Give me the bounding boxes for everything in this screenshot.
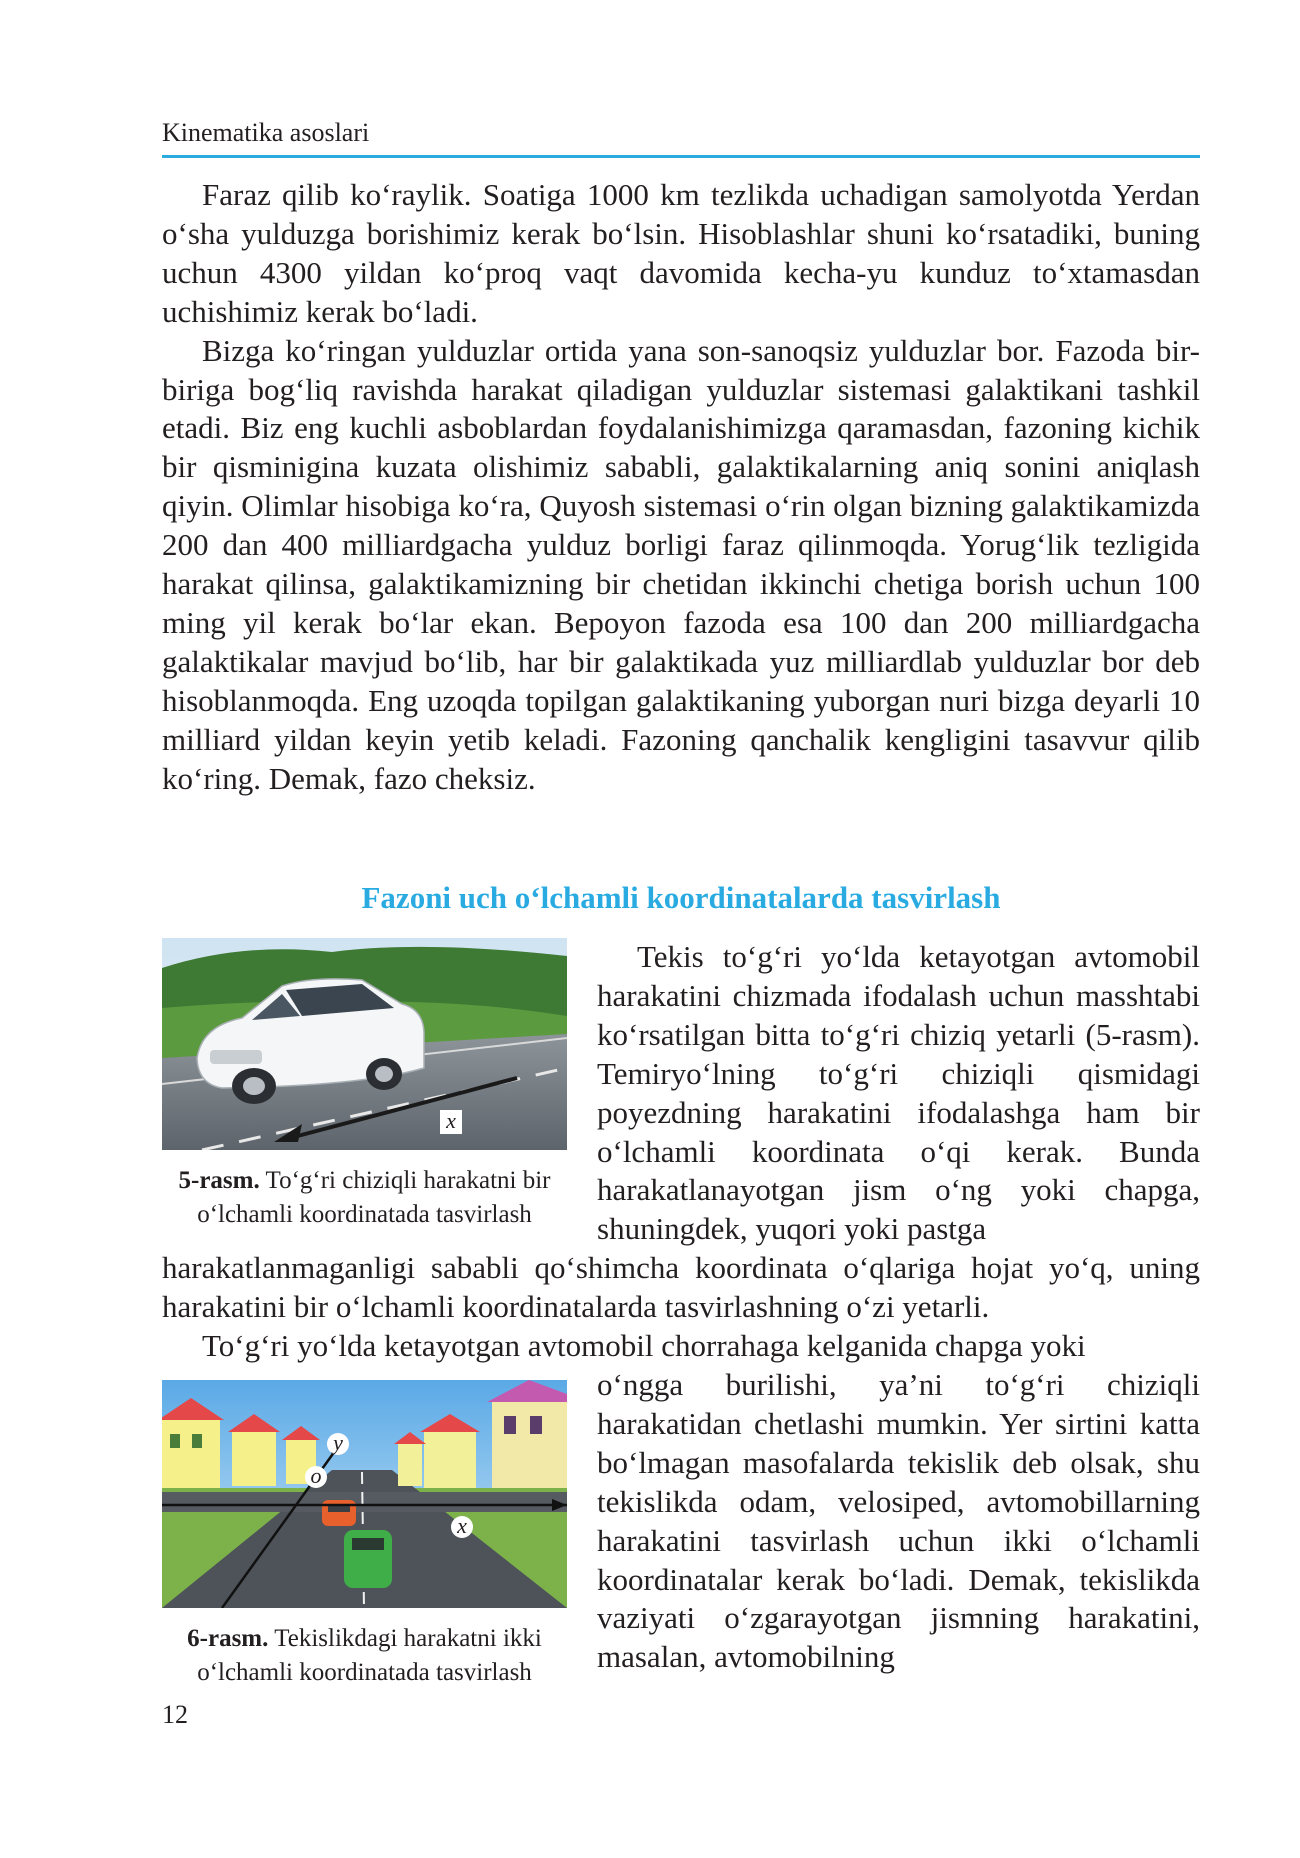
figure-6-number: 6-rasm. (187, 1625, 269, 1652)
figure-6-caption-text: Tekislikdagi harakatni ikki o‘lchamli koordinatada tasvirlash (197, 1625, 542, 1686)
paragraph-1: Faraz qilib ko‘raylik. Soatiga 1000 km tezlikda uchadigan samolyotda Yerdan o‘sha yulduzga borishimiz kerak bo‘lsin. Hisoblashlar shuni ko‘rsatadiki, buning uchun 4300 yildan ko‘proq vaqt davomida kecha-yu kunduz to‘xtamasdan uchishimiz kerak bo‘ladi. (162, 177, 1200, 329)
intro-paragraphs (162, 176, 1200, 799)
paragraph-3-continued: harakatlanmaganligi sababli qo‘shimcha koordinata o‘qlariga hojat yo‘q, uning harakatini bir o‘lchamli koordinatalarda tasvirlashning o‘zi yetarli. (162, 1250, 1200, 1324)
figure-5-image (162, 938, 567, 1150)
header-rule (162, 155, 1200, 158)
section-heading: Fazoni uch o‘lchamli koordinatalarda tasvirlash (361, 880, 1001, 915)
figure-5-number: 5-rasm. (178, 1167, 260, 1194)
paragraph-3-wrap: Tekis to‘g‘ri yo‘lda ketayotgan avtomobil harakatini chizmada ifodalash uchun masshtabi ko‘rsatilgan bitta to‘g‘ri chiziq yetarli (5-rasm). Temiryo‘lning to‘g‘ri chiziqli qismidagi poyezdning harakatini ifodalashga ham bir o‘lchamli koordinata o‘qi kerak. Bunda harakatlanayotgan jism o‘ng yoki chapga, shuningdek, yuqori yoki pastga (597, 939, 1200, 1247)
figure-5-caption (162, 1164, 567, 1232)
page-number: 12 (162, 1700, 188, 1729)
right-column-1 (597, 938, 1200, 1249)
paragraph-2: Bizga ko‘ringan yulduzlar ortida yana son-sanoqsiz yulduzlar bor. Fazoda bir-biriga bog‘liq ravishda harakat qiladigan yulduzlar sistemasi galaktikani tashkil etadi. Biz eng kuchli asboblardan foydalanishimizga qaramasdan, fazoning kichik bir qisminigina kuzata olishimiz sababli, galaktikalarning aniq sonini aniqlash qiyin. Olimlar hisobiga ko‘ra, Quyosh sistemasi o‘rin olgan bizning galaktikamizda 200 dan 400 milliardgacha yulduz borligi faraz qilinmoqda. Yorug‘lik tezligida harakat qilinsa, galaktikamizning bir chetidan ikkinchi chetiga borish uchun 100 ming yil kerak bo‘lar ekan. Bepoyon fazoda esa 100 dan 200 milliardgacha galaktikalar mavjud bo‘lib, har bir galaktikada yuz milliardlab yulduzlar bor deb hisoblanmoqda. Eng uzoqda topilgan galaktikaning yuborgan nuri bizga deyarli 10 milliard yildan keyin yetib keladi. Fazoning qanchalik kengligini tasavvur qilib ko‘ring. Demak, fazo cheksiz. (162, 332, 1200, 796)
figure-6 (162, 1380, 567, 1690)
fig6-origin-label: o (310, 1463, 322, 1488)
full-width-block (162, 1249, 1200, 1366)
figure-6-image (162, 1380, 567, 1608)
paragraph-4-start: To‘g‘ri yo‘lda ketayotgan avtomobil chorrahaga kelganida chapga yoki (202, 1327, 1086, 1363)
right-column-2 (597, 1366, 1200, 1677)
fig6-axis-y-label: y (333, 1430, 343, 1455)
figure-6-caption (162, 1622, 567, 1690)
fig5-axis-x-label: x (446, 1108, 456, 1133)
figure-5 (162, 938, 567, 1232)
fig6-axis-x-label: x (457, 1513, 467, 1538)
figure-5-caption-text: To‘g‘ri chiziqli harakatni bir o‘lchamli koordinatada tasvirlash (197, 1167, 551, 1228)
paragraph-4-wrap: o‘ngga burilishi, ya’ni to‘g‘ri chiziqli harakatidan chetlashi mumkin. Yer sirtini katta bo‘lmagan masofalarda tekislik deb olsak, shu tekislikda odam, velosiped, avtomobillarning harakatini tasvirlash uchun ikki o‘lchamli koordinatalar kerak bo‘ladi. Demak, tekislikda vaziyati o‘zgarayotgan jismning harakatini, masalan, avtomobilning (597, 1367, 1200, 1675)
running-head: Kinematika asoslari (162, 118, 370, 147)
